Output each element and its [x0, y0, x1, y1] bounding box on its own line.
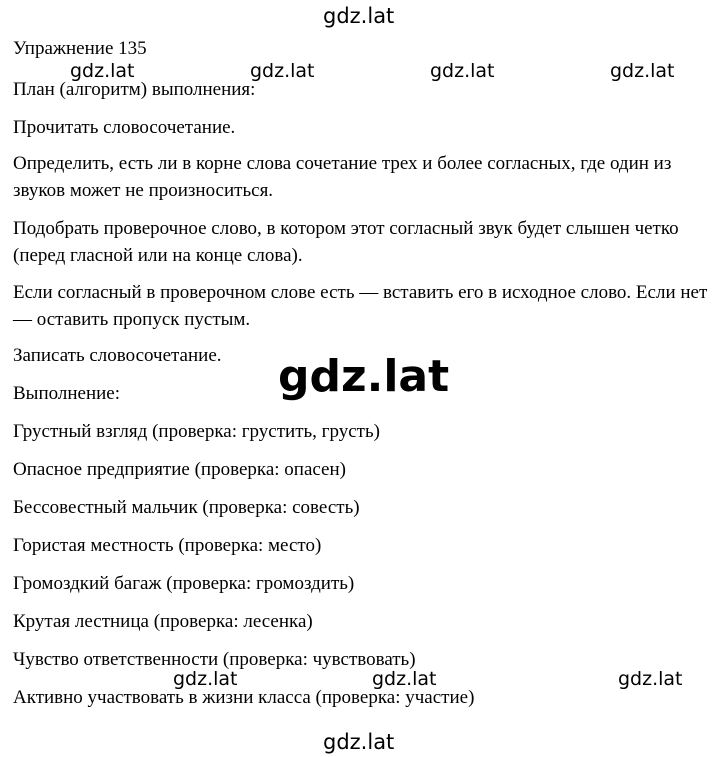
watermark-text: gdz.lat [618, 668, 683, 690]
watermark-text: gdz.lat [323, 730, 395, 754]
watermark-text: gdz.lat [70, 60, 135, 82]
answer-line: Активно участвовать в жизни класса (проверка: участие) [13, 687, 475, 708]
watermark-text: gdz.lat [278, 351, 450, 402]
watermark-text: gdz.lat [372, 668, 437, 690]
watermark-text: gdz.lat [250, 60, 315, 82]
plan-step: Если согласный в проверочном слове есть — вставить его в исходное слово. Если нет — оставить пропуск пустым. [13, 282, 708, 330]
watermark-text: gdz.lat [323, 4, 395, 28]
watermark-text: gdz.lat [610, 60, 675, 82]
plan-heading: План (алгоритм) выполнения: [13, 79, 256, 100]
answer-line: Опасное предприятие (проверка: опасен) [13, 459, 346, 480]
exercise-title: Упражнение 135 [13, 38, 147, 59]
answer-line: Чувство ответственности (проверка: чувствовать) [13, 649, 416, 670]
watermark-text: gdz.lat [173, 668, 238, 690]
plan-step: Определить, есть ли в корне слова сочетание трех и более согласных, где один из звуков может не произноситься. [13, 153, 672, 201]
plan-step: Подобрать проверочное слово, в котором этот согласный звук будет слышен четко (перед гласной или на конце слова). [13, 218, 679, 266]
plan-step: Прочитать словосочетание. [13, 117, 236, 138]
watermark-text: gdz.lat [430, 60, 495, 82]
answer-line: Громоздкий багаж (проверка: громоздить) [13, 573, 355, 594]
answer-line: Бессовестный мальчик (проверка: совесть) [13, 497, 360, 518]
answer-line: Грустный взгляд (проверка: грустить, грусть) [13, 421, 380, 442]
solution-heading: Выполнение: [13, 383, 120, 404]
answer-line: Гористая местность (проверка: место) [13, 535, 322, 556]
answer-line: Крутая лестница (проверка: лесенка) [13, 611, 313, 632]
plan-step: Записать словосочетание. [13, 345, 222, 366]
